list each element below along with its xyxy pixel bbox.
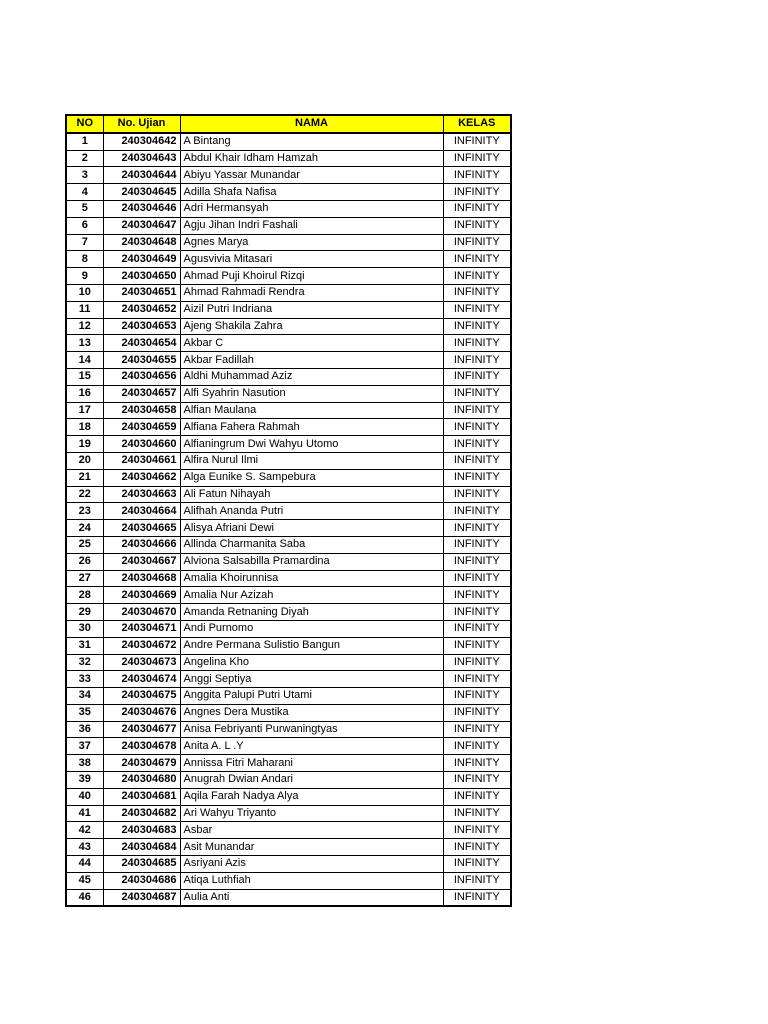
row-number: 30 xyxy=(66,620,103,637)
class-cell: INFINITY xyxy=(443,520,511,537)
student-name-cell: Alga Eunike S. Sampebura xyxy=(180,469,443,486)
table-row xyxy=(66,620,511,637)
table-row xyxy=(66,654,511,671)
exam-number-cell: 240304650 xyxy=(103,268,180,285)
row-number: 19 xyxy=(66,436,103,453)
student-roster-sheet xyxy=(65,114,512,907)
header-class: KELAS xyxy=(443,115,511,133)
row-number: 2 xyxy=(66,150,103,167)
exam-number-cell: 240304663 xyxy=(103,486,180,503)
row-number: 35 xyxy=(66,704,103,721)
table-row xyxy=(66,553,511,570)
exam-number-cell: 240304646 xyxy=(103,200,180,217)
exam-number-cell: 240304681 xyxy=(103,788,180,805)
class-cell: INFINITY xyxy=(443,587,511,604)
table-row xyxy=(66,738,511,755)
student-name-cell: Akbar Fadillah xyxy=(180,352,443,369)
student-name-cell: Agnes Marya xyxy=(180,234,443,251)
class-cell: INFINITY xyxy=(443,654,511,671)
row-number: 26 xyxy=(66,553,103,570)
exam-number-cell: 240304664 xyxy=(103,503,180,520)
student-name-cell: Allinda Charmanita Saba xyxy=(180,536,443,553)
exam-number-cell: 240304683 xyxy=(103,822,180,839)
student-name-cell: Alfi Syahrin Nasution xyxy=(180,385,443,402)
student-name-cell: Ali Fatun Nihayah xyxy=(180,486,443,503)
row-number: 41 xyxy=(66,805,103,822)
header-name: NAMA xyxy=(180,115,443,133)
table-row xyxy=(66,788,511,805)
exam-number-cell: 240304643 xyxy=(103,150,180,167)
student-name-cell: Anugrah Dwian Andari xyxy=(180,772,443,789)
table-row xyxy=(66,688,511,705)
class-cell: INFINITY xyxy=(443,805,511,822)
exam-number-cell: 240304649 xyxy=(103,251,180,268)
exam-number-cell: 240304658 xyxy=(103,402,180,419)
row-number: 4 xyxy=(66,184,103,201)
student-name-cell: Ajeng Shakila Zahra xyxy=(180,318,443,335)
class-cell: INFINITY xyxy=(443,637,511,654)
table-row xyxy=(66,385,511,402)
exam-number-cell: 240304671 xyxy=(103,620,180,637)
class-cell: INFINITY xyxy=(443,872,511,889)
exam-number-cell: 240304645 xyxy=(103,184,180,201)
row-number: 3 xyxy=(66,167,103,184)
row-number: 10 xyxy=(66,284,103,301)
student-name-cell: A Bintang xyxy=(180,133,443,150)
student-name-cell: Anggita Palupi Putri Utami xyxy=(180,688,443,705)
class-cell: INFINITY xyxy=(443,385,511,402)
table-row xyxy=(66,368,511,385)
student-name-cell: Anita A. L .Y xyxy=(180,738,443,755)
table-row xyxy=(66,284,511,301)
student-name-cell: Ahmad Puji Khoirul Rizqi xyxy=(180,268,443,285)
row-number: 39 xyxy=(66,772,103,789)
class-cell: INFINITY xyxy=(443,301,511,318)
row-number: 5 xyxy=(66,200,103,217)
row-number: 14 xyxy=(66,352,103,369)
class-cell: INFINITY xyxy=(443,419,511,436)
row-number: 11 xyxy=(66,301,103,318)
class-cell: INFINITY xyxy=(443,503,511,520)
exam-number-cell: 240304687 xyxy=(103,889,180,906)
student-name-cell: Akbar C xyxy=(180,335,443,352)
table-row xyxy=(66,352,511,369)
class-cell: INFINITY xyxy=(443,469,511,486)
row-number: 17 xyxy=(66,402,103,419)
table-row xyxy=(66,772,511,789)
class-cell: INFINITY xyxy=(443,352,511,369)
row-number: 16 xyxy=(66,385,103,402)
header-row xyxy=(66,115,511,133)
student-name-cell: Andre Permana Sulistio Bangun xyxy=(180,637,443,654)
row-number: 44 xyxy=(66,856,103,873)
row-number: 46 xyxy=(66,889,103,906)
class-cell: INFINITY xyxy=(443,570,511,587)
student-name-cell: Aqila Farah Nadya Alya xyxy=(180,788,443,805)
exam-number-cell: 240304679 xyxy=(103,755,180,772)
table-row xyxy=(66,301,511,318)
table-row xyxy=(66,704,511,721)
table-row xyxy=(66,251,511,268)
table-row xyxy=(66,570,511,587)
exam-number-cell: 240304686 xyxy=(103,872,180,889)
student-name-cell: Alifhah Ananda Putri xyxy=(180,503,443,520)
student-name-cell: Alfiana Fahera Rahmah xyxy=(180,419,443,436)
table-header xyxy=(66,115,511,133)
class-cell: INFINITY xyxy=(443,671,511,688)
exam-number-cell: 240304644 xyxy=(103,167,180,184)
row-number: 24 xyxy=(66,520,103,537)
student-name-cell: Alfianingrum Dwi Wahyu Utomo xyxy=(180,436,443,453)
student-name-cell: Abiyu Yassar Munandar xyxy=(180,167,443,184)
table-row xyxy=(66,133,511,150)
student-name-cell: Amalia Khoirunnisa xyxy=(180,570,443,587)
student-name-cell: Aulia Anti xyxy=(180,889,443,906)
row-number: 12 xyxy=(66,318,103,335)
student-name-cell: Alfian Maulana xyxy=(180,402,443,419)
student-name-cell: Agju Jihan Indri Fashali xyxy=(180,217,443,234)
class-cell: INFINITY xyxy=(443,402,511,419)
exam-number-cell: 240304652 xyxy=(103,301,180,318)
class-cell: INFINITY xyxy=(443,184,511,201)
table-row xyxy=(66,419,511,436)
student-name-cell: Amanda Retnaning Diyah xyxy=(180,604,443,621)
exam-number-cell: 240304659 xyxy=(103,419,180,436)
exam-number-cell: 240304655 xyxy=(103,352,180,369)
student-name-cell: Abdul Khair Idham Hamzah xyxy=(180,150,443,167)
exam-number-cell: 240304678 xyxy=(103,738,180,755)
table-row xyxy=(66,402,511,419)
table-row xyxy=(66,268,511,285)
row-number: 25 xyxy=(66,536,103,553)
exam-number-cell: 240304660 xyxy=(103,436,180,453)
row-number: 40 xyxy=(66,788,103,805)
student-name-cell: Atiqa Luthfiah xyxy=(180,872,443,889)
table-row xyxy=(66,150,511,167)
student-name-cell: Anggi Septiya xyxy=(180,671,443,688)
class-cell: INFINITY xyxy=(443,335,511,352)
student-name-cell: Agusvivia Mitasari xyxy=(180,251,443,268)
exam-number-cell: 240304684 xyxy=(103,839,180,856)
exam-number-cell: 240304656 xyxy=(103,368,180,385)
student-name-cell: Alfira Nurul Ilmi xyxy=(180,452,443,469)
row-number: 32 xyxy=(66,654,103,671)
exam-number-cell: 240304682 xyxy=(103,805,180,822)
table-row xyxy=(66,318,511,335)
student-name-cell: Andi Purnomo xyxy=(180,620,443,637)
student-name-cell: Adri Hermansyah xyxy=(180,200,443,217)
exam-number-cell: 240304685 xyxy=(103,856,180,873)
table-row xyxy=(66,604,511,621)
row-number: 20 xyxy=(66,452,103,469)
row-number: 1 xyxy=(66,133,103,150)
exam-number-cell: 240304674 xyxy=(103,671,180,688)
class-cell: INFINITY xyxy=(443,486,511,503)
student-name-cell: Amalia Nur Azizah xyxy=(180,587,443,604)
class-cell: INFINITY xyxy=(443,251,511,268)
row-number: 18 xyxy=(66,419,103,436)
exam-number-cell: 240304665 xyxy=(103,520,180,537)
row-number: 42 xyxy=(66,822,103,839)
table-row xyxy=(66,721,511,738)
table-row xyxy=(66,234,511,251)
student-name-cell: Asit Munandar xyxy=(180,839,443,856)
table-row xyxy=(66,200,511,217)
table-row xyxy=(66,822,511,839)
exam-number-cell: 240304651 xyxy=(103,284,180,301)
class-cell: INFINITY xyxy=(443,822,511,839)
class-cell: INFINITY xyxy=(443,755,511,772)
table-row xyxy=(66,503,511,520)
student-name-cell: Annissa Fitri Maharani xyxy=(180,755,443,772)
class-cell: INFINITY xyxy=(443,688,511,705)
exam-number-cell: 240304680 xyxy=(103,772,180,789)
class-cell: INFINITY xyxy=(443,150,511,167)
exam-number-cell: 240304648 xyxy=(103,234,180,251)
table-row xyxy=(66,436,511,453)
exam-number-cell: 240304653 xyxy=(103,318,180,335)
class-cell: INFINITY xyxy=(443,200,511,217)
row-number: 27 xyxy=(66,570,103,587)
class-cell: INFINITY xyxy=(443,856,511,873)
exam-number-cell: 240304642 xyxy=(103,133,180,150)
exam-number-cell: 240304668 xyxy=(103,570,180,587)
row-number: 22 xyxy=(66,486,103,503)
row-number: 13 xyxy=(66,335,103,352)
class-cell: INFINITY xyxy=(443,234,511,251)
exam-number-cell: 240304667 xyxy=(103,553,180,570)
table-row xyxy=(66,520,511,537)
table-row xyxy=(66,469,511,486)
class-cell: INFINITY xyxy=(443,436,511,453)
exam-number-cell: 240304647 xyxy=(103,217,180,234)
table-row xyxy=(66,184,511,201)
class-cell: INFINITY xyxy=(443,368,511,385)
class-cell: INFINITY xyxy=(443,536,511,553)
row-number: 43 xyxy=(66,839,103,856)
student-name-cell: Alviona Salsabilla Pramardina xyxy=(180,553,443,570)
class-cell: INFINITY xyxy=(443,553,511,570)
student-name-cell: Angelina Kho xyxy=(180,654,443,671)
table-row xyxy=(66,486,511,503)
class-cell: INFINITY xyxy=(443,704,511,721)
table-row xyxy=(66,335,511,352)
header-no: NO xyxy=(66,115,103,133)
exam-number-cell: 240304670 xyxy=(103,604,180,621)
exam-number-cell: 240304675 xyxy=(103,688,180,705)
exam-number-cell: 240304661 xyxy=(103,452,180,469)
row-number: 33 xyxy=(66,671,103,688)
row-number: 6 xyxy=(66,217,103,234)
student-name-cell: Angnes Dera Mustika xyxy=(180,704,443,721)
student-roster-table xyxy=(65,114,512,907)
row-number: 15 xyxy=(66,368,103,385)
class-cell: INFINITY xyxy=(443,318,511,335)
table-row xyxy=(66,856,511,873)
student-name-cell: Anisa Febriyanti Purwaningtyas xyxy=(180,721,443,738)
student-name-cell: Asbar xyxy=(180,822,443,839)
student-name-cell: Adilla Shafa Nafisa xyxy=(180,184,443,201)
student-name-cell: Ahmad Rahmadi Rendra xyxy=(180,284,443,301)
class-cell: INFINITY xyxy=(443,788,511,805)
row-number: 23 xyxy=(66,503,103,520)
table-row xyxy=(66,839,511,856)
table-row xyxy=(66,452,511,469)
class-cell: INFINITY xyxy=(443,738,511,755)
class-cell: INFINITY xyxy=(443,620,511,637)
class-cell: INFINITY xyxy=(443,839,511,856)
row-number: 9 xyxy=(66,268,103,285)
row-number: 38 xyxy=(66,755,103,772)
row-number: 37 xyxy=(66,738,103,755)
header-exam-number: No. Ujian xyxy=(103,115,180,133)
row-number: 36 xyxy=(66,721,103,738)
exam-number-cell: 240304654 xyxy=(103,335,180,352)
row-number: 21 xyxy=(66,469,103,486)
table-row xyxy=(66,755,511,772)
table-row xyxy=(66,587,511,604)
class-cell: INFINITY xyxy=(443,889,511,906)
table-body xyxy=(66,133,511,907)
table-row xyxy=(66,671,511,688)
row-number: 45 xyxy=(66,872,103,889)
table-row xyxy=(66,805,511,822)
student-name-cell: Asriyani Azis xyxy=(180,856,443,873)
class-cell: INFINITY xyxy=(443,721,511,738)
class-cell: INFINITY xyxy=(443,133,511,150)
row-number: 29 xyxy=(66,604,103,621)
class-cell: INFINITY xyxy=(443,604,511,621)
row-number: 31 xyxy=(66,637,103,654)
exam-number-cell: 240304657 xyxy=(103,385,180,402)
table-row xyxy=(66,536,511,553)
exam-number-cell: 240304672 xyxy=(103,637,180,654)
exam-number-cell: 240304673 xyxy=(103,654,180,671)
exam-number-cell: 240304676 xyxy=(103,704,180,721)
table-row xyxy=(66,872,511,889)
class-cell: INFINITY xyxy=(443,217,511,234)
class-cell: INFINITY xyxy=(443,284,511,301)
exam-number-cell: 240304677 xyxy=(103,721,180,738)
student-name-cell: Aizil Putri Indriana xyxy=(180,301,443,318)
class-cell: INFINITY xyxy=(443,268,511,285)
class-cell: INFINITY xyxy=(443,452,511,469)
exam-number-cell: 240304669 xyxy=(103,587,180,604)
class-cell: INFINITY xyxy=(443,772,511,789)
row-number: 7 xyxy=(66,234,103,251)
student-name-cell: Alisya Afriani Dewi xyxy=(180,520,443,537)
table-row xyxy=(66,637,511,654)
row-number: 34 xyxy=(66,688,103,705)
student-name-cell: Ari Wahyu Triyanto xyxy=(180,805,443,822)
exam-number-cell: 240304666 xyxy=(103,536,180,553)
row-number: 8 xyxy=(66,251,103,268)
table-row xyxy=(66,217,511,234)
table-row xyxy=(66,167,511,184)
exam-number-cell: 240304662 xyxy=(103,469,180,486)
student-name-cell: Aldhi Muhammad Aziz xyxy=(180,368,443,385)
row-number: 28 xyxy=(66,587,103,604)
table-row xyxy=(66,889,511,906)
class-cell: INFINITY xyxy=(443,167,511,184)
